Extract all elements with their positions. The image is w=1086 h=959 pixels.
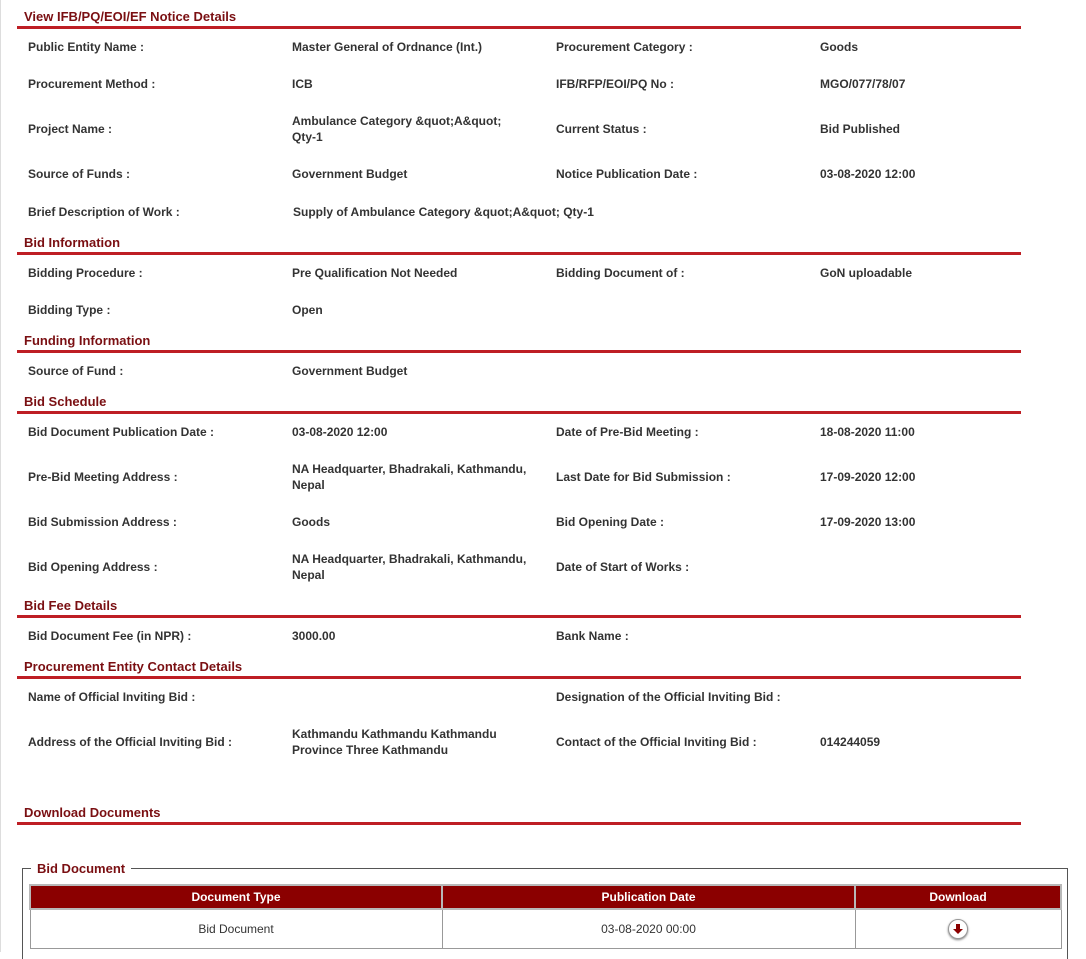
section-contact-header bbox=[17, 654, 1021, 679]
project-name-line1: Ambulance Category &quot;A&quot; bbox=[292, 114, 502, 128]
bidding-type-label: Bidding Type : bbox=[28, 303, 111, 317]
section-title-bid-info: Bid Information bbox=[24, 235, 121, 250]
table-row bbox=[30, 909, 1061, 949]
source-of-funds-value: Government Budget bbox=[292, 167, 408, 181]
official-address-label: Address of the Official Inviting Bid : bbox=[28, 735, 233, 749]
bidding-procedure-value: Pre Qualification Not Needed bbox=[292, 266, 458, 280]
bidding-type-value: Open bbox=[292, 303, 323, 317]
start-of-works-label: Date of Start of Works : bbox=[556, 560, 690, 574]
bid-doc-publication-date-value: 03-08-2020 12:00 bbox=[292, 425, 388, 439]
section-title-contact: Procurement Entity Contact Details bbox=[24, 659, 243, 674]
official-address-line1: Kathmandu Kathmandu Kathmandu bbox=[292, 727, 497, 741]
pre-bid-meeting-date-value: 18-08-2020 11:00 bbox=[820, 425, 915, 439]
bid-document-fee-label: Bid Document Fee (in NPR) : bbox=[28, 629, 192, 643]
official-designation-label: Designation of the Official Inviting Bid : bbox=[556, 690, 781, 704]
bid-opening-date-label: Bid Opening Date : bbox=[556, 515, 664, 529]
download-arrow-head bbox=[953, 929, 963, 934]
pre-bid-meeting-address-value bbox=[292, 461, 552, 493]
procurement-category-value: Goods bbox=[820, 40, 858, 54]
procurement-category-label: Procurement Category : bbox=[556, 40, 693, 54]
bid-submission-address-label: Bid Submission Address : bbox=[28, 515, 177, 529]
public-entity-value: Master General of Ordnance (Int.) bbox=[292, 40, 483, 54]
bid-opening-date-value: 17-09-2020 13:00 bbox=[820, 515, 916, 529]
section-funding-header bbox=[17, 328, 1021, 353]
source-of-funds-label: Source of Funds : bbox=[28, 167, 130, 181]
procurement-method-label: Procurement Method : bbox=[28, 77, 156, 91]
pre-bid-meeting-address-label: Pre-Bid Meeting Address : bbox=[28, 470, 178, 484]
project-name-line2: Qty-1 bbox=[292, 130, 323, 144]
last-date-submission-value: 17-09-2020 12:00 bbox=[820, 470, 916, 484]
brief-description-value: Supply of Ambulance Category &quot;A&quot; Qty-1 bbox=[293, 205, 594, 219]
opening-address-line1: NA Headquarter, Bhadrakali, Kathmandu, bbox=[292, 552, 527, 566]
bank-name-label: Bank Name : bbox=[556, 629, 629, 643]
bid-submission-address-value: Goods bbox=[292, 515, 330, 529]
ifb-number-value: MGO/077/78/07 bbox=[820, 77, 906, 91]
left-frame-border bbox=[0, 0, 1, 952]
procurement-method-value: ICB bbox=[292, 77, 313, 91]
official-address-value bbox=[292, 726, 552, 758]
section-title-notice: View IFB/PQ/EOI/EF Notice Details bbox=[24, 9, 237, 24]
bidding-procedure-label: Bidding Procedure : bbox=[28, 266, 143, 280]
notice-publication-date-label: Notice Publication Date : bbox=[556, 167, 698, 181]
public-entity-label: Public Entity Name : bbox=[28, 40, 145, 54]
project-name-value bbox=[292, 113, 542, 145]
bid-doc-publication-date-label: Bid Document Publication Date : bbox=[28, 425, 215, 439]
section-notice-header bbox=[17, 0, 1021, 29]
official-address-line2: Province Three Kathmandu bbox=[292, 743, 449, 757]
ifb-number-label: IFB/RFP/EOI/PQ No : bbox=[556, 77, 675, 91]
bid-document-table bbox=[29, 884, 1062, 949]
brief-description-label: Brief Description of Work : bbox=[28, 205, 180, 219]
table-header-row bbox=[30, 885, 1061, 909]
official-contact-label: Contact of the Official Inviting Bid : bbox=[556, 735, 757, 749]
notice-publication-date-value: 03-08-2020 12:00 bbox=[820, 167, 916, 181]
current-status-value: Bid Published bbox=[820, 122, 901, 136]
section-title-fee: Bid Fee Details bbox=[24, 598, 118, 613]
official-contact-value: 014244059 bbox=[820, 735, 881, 749]
section-schedule-header bbox=[17, 389, 1021, 414]
section-title-schedule: Bid Schedule bbox=[24, 394, 107, 409]
bidding-document-value: GoN uploadable bbox=[820, 266, 913, 280]
current-status-label: Current Status : bbox=[556, 122, 647, 136]
column-header-publication-date: Publication Date bbox=[442, 885, 855, 909]
bid-opening-address-value bbox=[292, 551, 552, 583]
pre-bid-address-line2: Nepal bbox=[292, 478, 325, 492]
section-download-header bbox=[17, 800, 1021, 825]
source-of-fund-label: Source of Fund : bbox=[28, 364, 124, 378]
opening-address-line2: Nepal bbox=[292, 568, 325, 582]
last-date-submission-label: Last Date for Bid Submission : bbox=[556, 470, 731, 484]
section-bid-info-header bbox=[17, 230, 1021, 255]
bidding-document-label: Bidding Document of : bbox=[556, 266, 685, 280]
bid-document-legend: Bid Document bbox=[31, 861, 131, 876]
column-header-document-type: Document Type bbox=[30, 885, 442, 909]
download-arrow-icon[interactable] bbox=[948, 919, 968, 939]
publication-date-cell: 03-08-2020 00:00 bbox=[442, 909, 855, 949]
document-type-cell: Bid Document bbox=[30, 909, 442, 949]
pre-bid-address-line1: NA Headquarter, Bhadrakali, Kathmandu, bbox=[292, 462, 527, 476]
download-cell bbox=[855, 909, 1061, 949]
column-header-download: Download bbox=[855, 885, 1061, 909]
official-name-label: Name of Official Inviting Bid : bbox=[28, 690, 196, 704]
pre-bid-meeting-date-label: Date of Pre-Bid Meeting : bbox=[556, 425, 699, 439]
source-of-fund-value: Government Budget bbox=[292, 364, 408, 378]
section-fee-header bbox=[17, 593, 1021, 618]
bid-opening-address-label: Bid Opening Address : bbox=[28, 560, 158, 574]
bid-document-fee-value: 3000.00 bbox=[292, 629, 336, 643]
section-title-download: Download Documents bbox=[24, 805, 161, 820]
section-title-funding: Funding Information bbox=[24, 333, 151, 348]
project-name-label: Project Name : bbox=[28, 122, 113, 136]
